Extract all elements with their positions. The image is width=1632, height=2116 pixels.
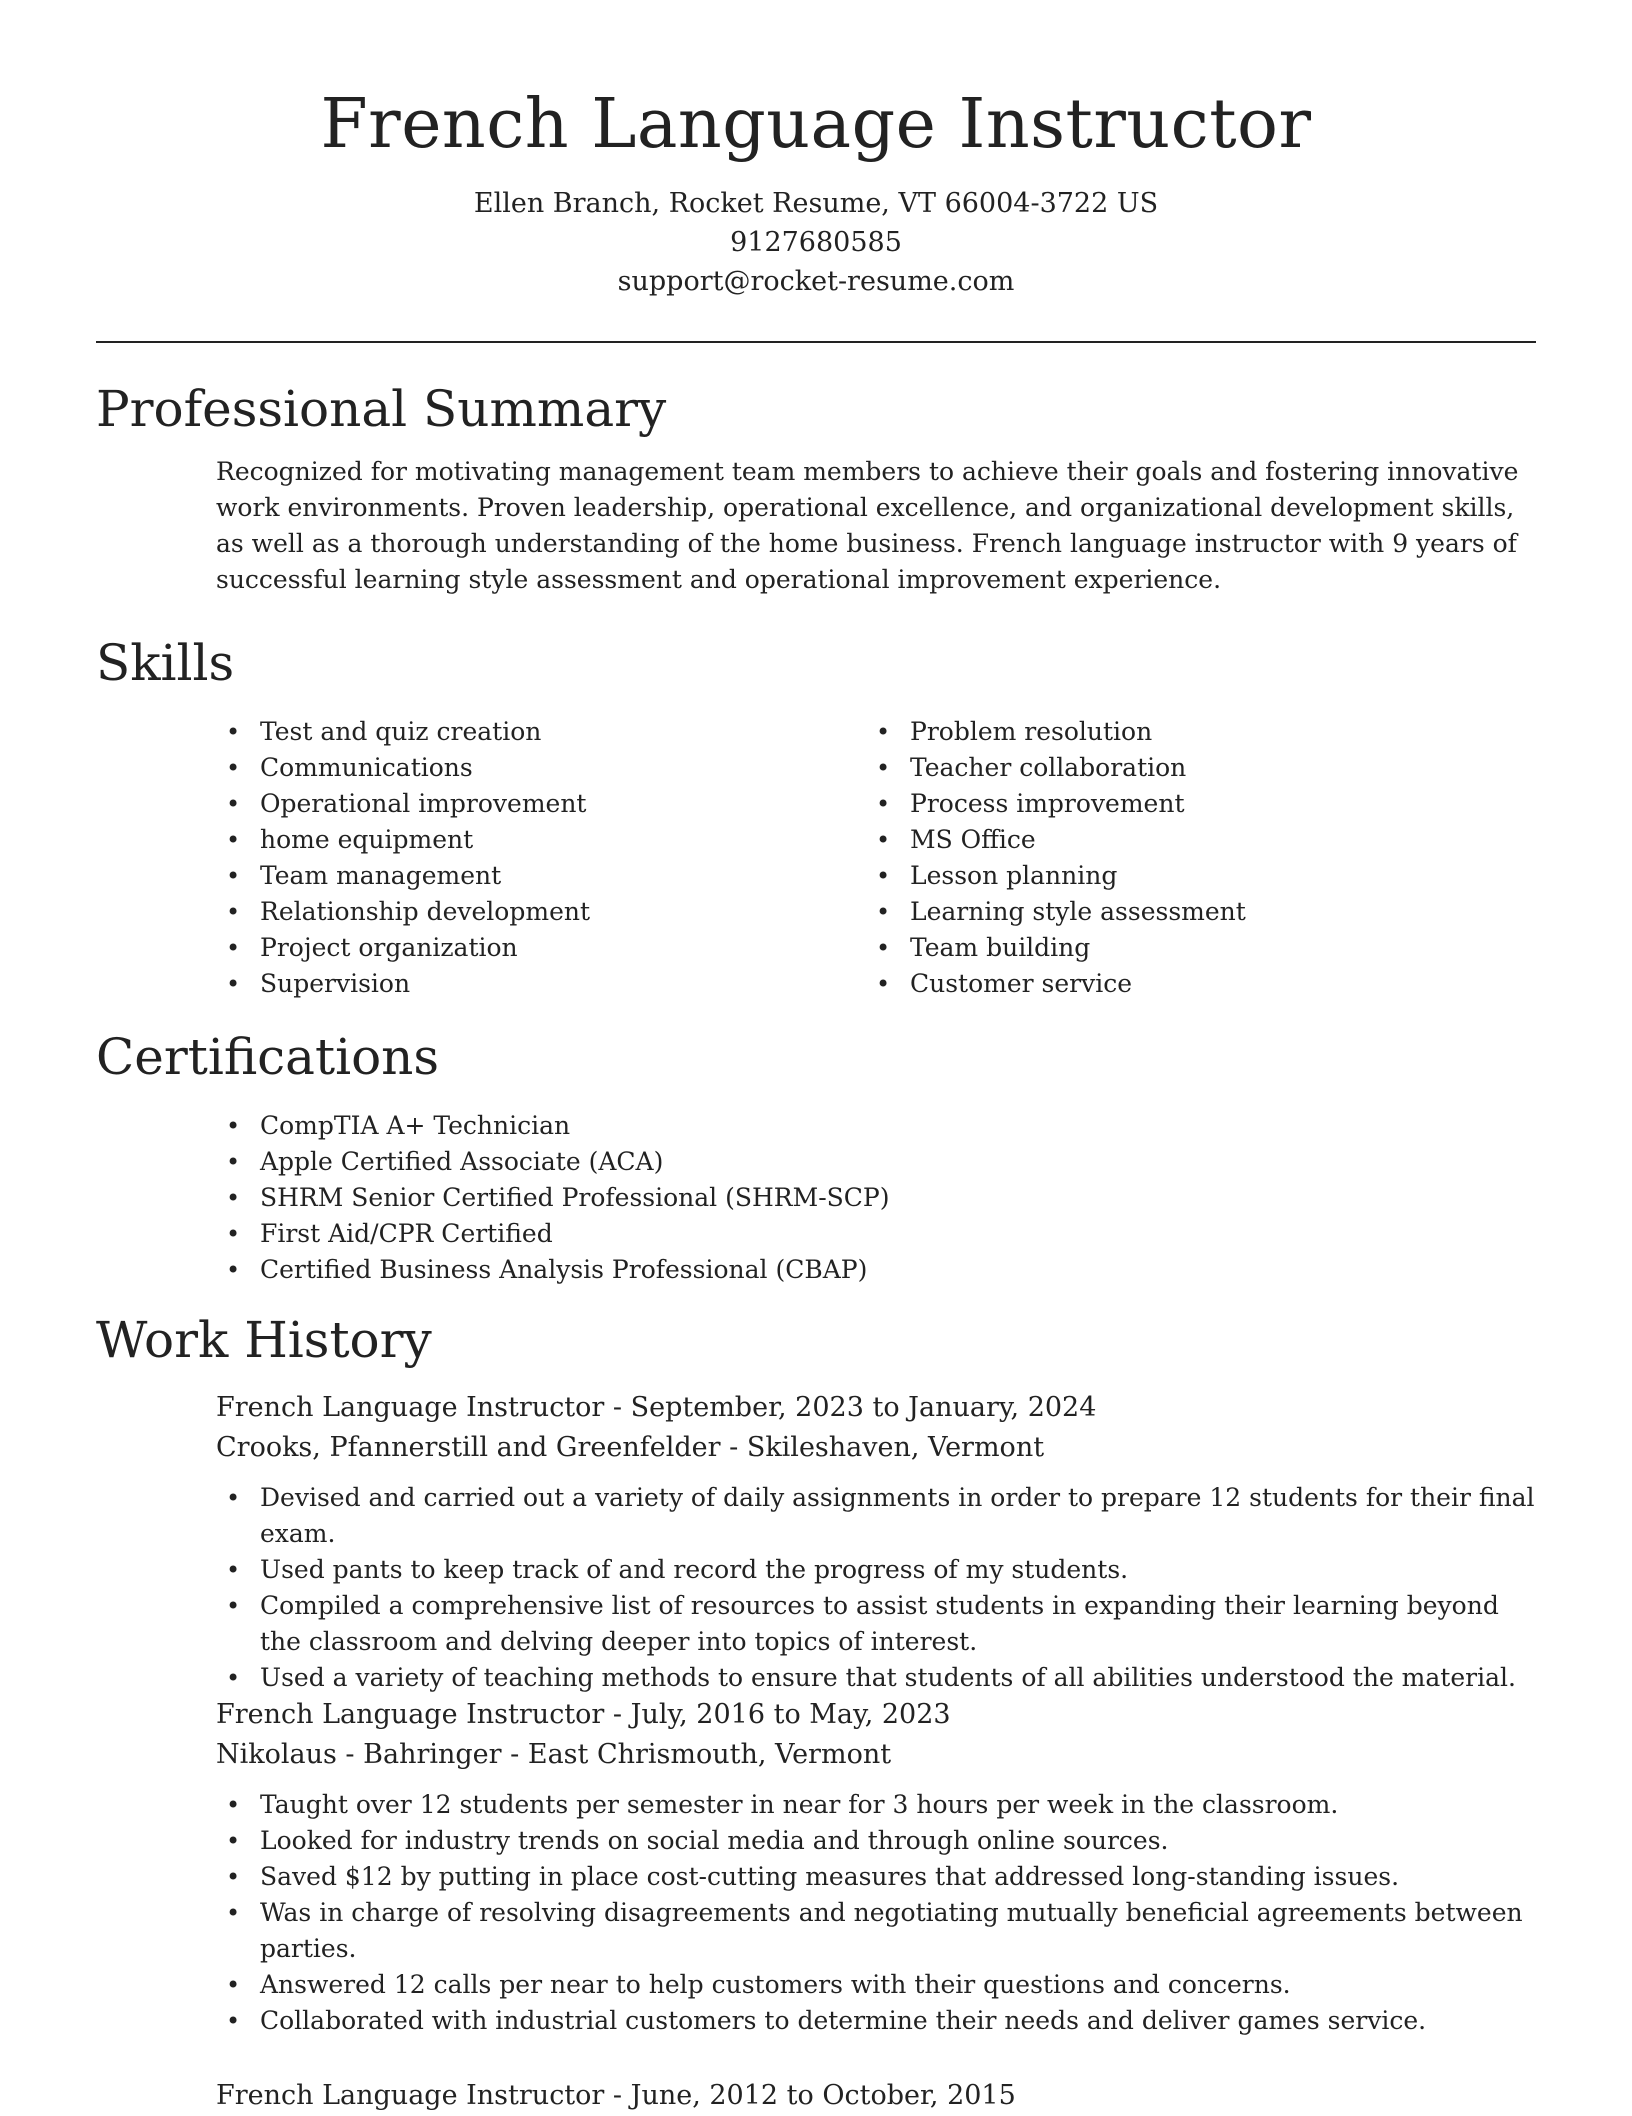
job-details [216, 2076, 1536, 2116]
skills-columns [216, 714, 1536, 1002]
job-dates: - July, 2016 to May, 2023 [604, 1699, 951, 1730]
job-bullet: • Devised and carried out a variety of daily assignments in order to prepare 12 students for their final exam. [216, 1480, 1536, 1552]
page-title: French Language Instructor [320, 85, 1312, 164]
skills-heading: Skills [96, 634, 235, 692]
contact-phone: 9127680585 [730, 227, 902, 258]
skill-item: • Communications [216, 750, 866, 786]
job-title-line [216, 2076, 1536, 2116]
job-company: Crooks, Pfannerstill and Greenfelder [216, 1432, 721, 1463]
job-title: French Language Instructor [216, 1392, 605, 1423]
job-bullet: • Compiled a comprehensive list of resources to assist students in expanding their learning beyond the classroom and delving deeper into topics of interest. [216, 1588, 1536, 1660]
certifications-section [96, 1024, 1536, 1288]
job-bullet: • Collaborated with industrial customers to determine their needs and deliver games service. [216, 2003, 1536, 2039]
skill-item: • Operational improvement [216, 786, 866, 822]
summary-section [96, 376, 1536, 598]
skill-item: • home equipment [216, 822, 866, 858]
job-bullet: • Was in charge of resolving disagreements and negotiating mutually beneficial agreements between parties. [216, 1895, 1536, 1967]
skills-section [96, 630, 1536, 1002]
resume-header [0, 80, 1632, 301]
job-bullet: • Answered 12 calls per near to help customers with their questions and concerns. [216, 1967, 1536, 2003]
job-title-line [216, 1695, 1536, 1735]
skill-item: • Customer service [866, 966, 1516, 1002]
job-title-line [216, 1388, 1536, 1428]
job-company-line [216, 1735, 1536, 1775]
skill-item: • MS Office [866, 822, 1516, 858]
header-divider [96, 341, 1536, 343]
summary-heading: Professional Summary [96, 380, 667, 438]
skill-item: • Test and quiz creation [216, 714, 866, 750]
skill-item: • Process improvement [866, 786, 1516, 822]
job-bullet: • Looked for industry trends on social media and through online sources. [216, 1823, 1536, 1859]
contact-email: support@rocket-resume.com [617, 266, 1015, 297]
certification-item: • Certified Business Analysis Professional (CBAP) [216, 1252, 1416, 1288]
skill-item: • Relationship development [216, 894, 866, 930]
job-dates: - September, 2023 to January, 2024 [604, 1392, 1097, 1423]
job-details [216, 1695, 1536, 2039]
job-company: Nikolaus - Bahringer [216, 1739, 502, 1770]
job-location: - East Chrismouth, Vermont [501, 1739, 892, 1770]
job-entry [96, 1695, 1536, 2039]
skills-list-left [216, 714, 866, 1002]
job-company-line [216, 1428, 1536, 1468]
certifications-heading: Certifications [96, 1028, 440, 1086]
skill-item: • Team management [216, 858, 866, 894]
skill-item: • Problem resolution [866, 714, 1516, 750]
certifications-list [216, 1108, 1416, 1288]
summary-text: Recognized for motivating management team members to achieve their goals and fostering innovative work environments. Proven leadership, operational excellence, and organizational development skills, as well as a thorough understanding of the home business. French language instructor with 9 years of successful learning style assessment and operational improvement experience. [216, 457, 1519, 594]
job-entry [96, 1388, 1536, 1696]
certification-item: • First Aid/CPR Certified [216, 1216, 1416, 1252]
certification-item: • SHRM Senior Certified Professional (SHRM-SCP) [216, 1180, 1416, 1216]
skill-item: • Lesson planning [866, 858, 1516, 894]
job-bullet: • Used pants to keep track of and record the progress of my students. [216, 1552, 1536, 1588]
job-details [216, 1388, 1536, 1696]
job-dates: - June, 2012 to October, 2015 [604, 2080, 1016, 2111]
skill-item: • Supervision [216, 966, 866, 1002]
job-bullets [216, 1787, 1536, 2039]
job-title: French Language Instructor [216, 1699, 605, 1730]
skill-item: • Teacher collaboration [866, 750, 1516, 786]
skill-item: • Learning style assessment [866, 894, 1516, 930]
job-entry [96, 2076, 1536, 2116]
skill-item: • Project organization [216, 930, 866, 966]
certification-item: • CompTIA A+ Technician [216, 1108, 1416, 1144]
skills-list-right [866, 714, 1516, 1002]
contact-address: Ellen Branch, Rocket Resume, VT 66004-3722 US [473, 188, 1159, 219]
job-title: French Language Instructor [216, 2080, 605, 2111]
work-history-heading: Work History [96, 1311, 432, 1369]
certification-item: • Apple Certified Associate (ACA) [216, 1144, 1416, 1180]
job-bullets [216, 1480, 1536, 1696]
job-bullet: • Used a variety of teaching methods to ensure that students of all abilities understood the material. [216, 1660, 1536, 1696]
skill-item: • Team building [866, 930, 1516, 966]
work-history-section [96, 1307, 1536, 1373]
job-bullet: • Saved $12 by putting in place cost-cutting measures that addressed long-standing issues. [216, 1859, 1536, 1895]
job-bullet: • Taught over 12 students per semester in near for 3 hours per week in the classroom. [216, 1787, 1536, 1823]
job-location: - Skileshaven, Vermont [720, 1432, 1045, 1463]
contact-info [0, 184, 1632, 301]
